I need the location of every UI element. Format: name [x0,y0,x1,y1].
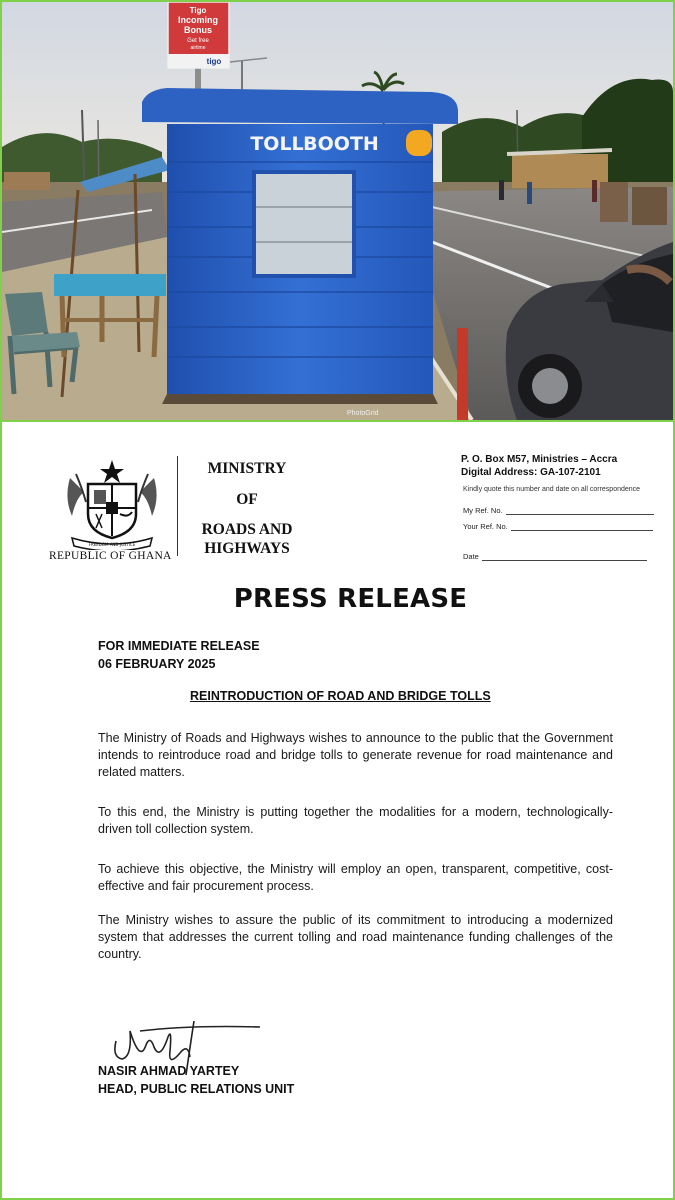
paragraph-1: The Ministry of Roads and Highways wishes to announce to the public that the Government intends to reintroduce road and bridge tolls to generate revenue for road maintenance and related matters. [98,731,613,779]
signatory-block [98,1062,294,1098]
letterhead-separator [177,456,178,556]
signatory-title: HEAD, PUBLIC RELATIONS UNIT [98,1082,295,1096]
ministry-line-4: HIGHWAYS [204,540,290,557]
ministry-line-3: ROADS AND [201,521,293,538]
your-ref-row [463,522,653,531]
republic-label: REPUBLIC OF GHANA [49,550,172,562]
your-ref-line [511,522,653,531]
ministry-address [461,453,617,479]
date-row [463,552,647,561]
address-line-2: Digital Address: GA-107-2101 [461,467,601,478]
ministry-line-2: OF [236,491,258,508]
my-ref-label: My Ref. No. [463,506,503,515]
release-meta [98,637,260,673]
ministry-line-1: MINISTRY [207,460,287,477]
release-date: 06 FEBRUARY 2025 [98,657,216,671]
ghana-coat-of-arms-icon [62,458,162,550]
release-subject: REINTRODUCTION OF ROAD AND BRIDGE TOLLS [190,689,491,703]
booth-sign-left: TOLL [250,133,304,155]
date-line [482,552,647,561]
paragraph-4: The Ministry wishes to assure the public of its commitment to introducing a modernized system that addresses the current tolling and road maintenance funding challenges of the country. [98,913,613,961]
paragraph-2: To this end, the Ministry is putting together the modalities for a modern, technologically-driven toll collection system. [98,805,613,836]
press-release-document [2,422,673,1198]
toll-booth-photo [2,2,673,420]
watermark: PhotoGrid [347,410,379,417]
paragraph-3: To achieve this objective, the Ministry will employ an open, transparent, competitive, cost-effective and fair procurement process. [98,862,613,893]
signatory-name: NASIR AHMAD YARTEY [98,1064,240,1078]
ministry-name [192,458,302,558]
toll-booth-illustration [2,2,673,420]
crest-motto: FREEDOM AND JUSTICE [88,542,136,547]
booth-sign-right: BOOTH [303,133,379,155]
quote-note: Kindly quote this number and date on all correspondence [463,486,641,493]
billboard-line3: Bonus [184,25,212,35]
date-label: Date [463,552,479,561]
your-ref-label: Your Ref. No. [463,522,508,531]
address-line-1: P. O. Box M57, Ministries – Accra [461,454,618,465]
billboard-brand: tigo [206,57,222,66]
immediate-release-label: FOR IMMEDIATE RELEASE [98,639,260,653]
billboard-line5: airtime [190,45,206,51]
my-ref-line [506,506,654,515]
billboard-line1: Tigo [189,6,207,15]
press-release-title: PRESS RELEASE [233,584,468,614]
billboard-line2: Incoming [178,15,218,25]
billboard-line4: Get free [187,38,209,44]
my-ref-row [463,506,654,515]
